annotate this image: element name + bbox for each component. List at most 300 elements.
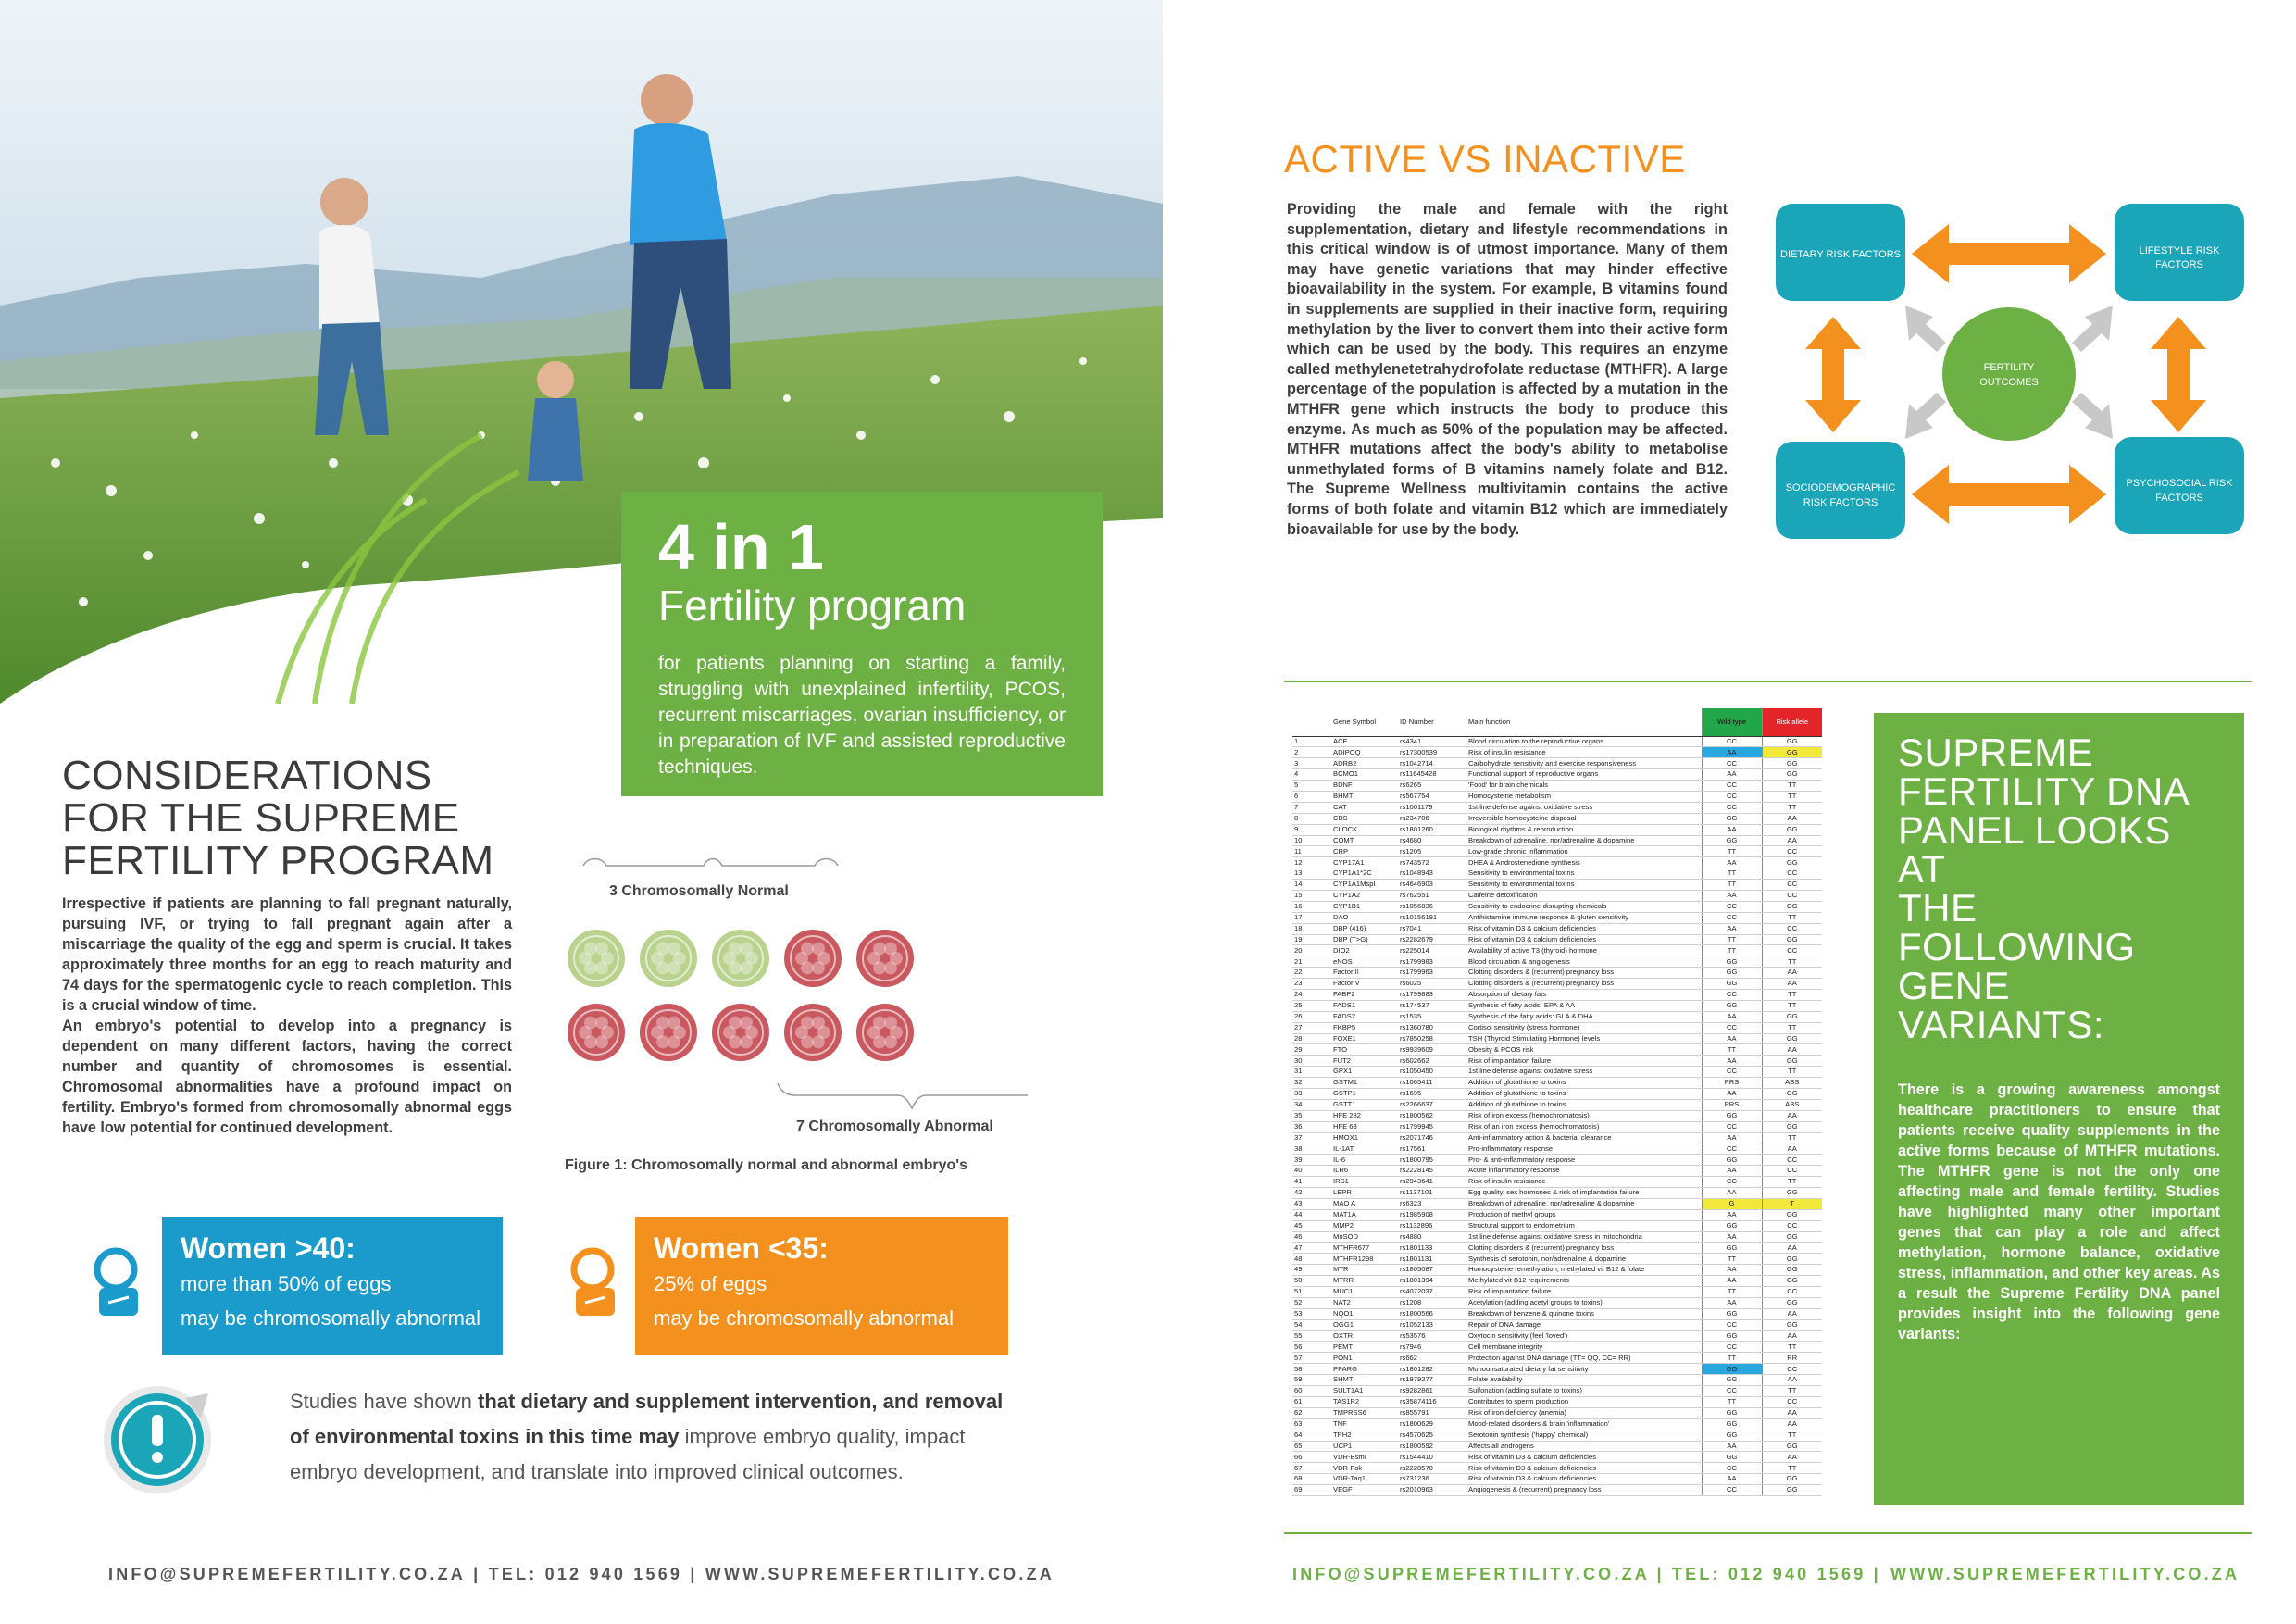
gene-symbol-cell: CBS [1331, 813, 1398, 824]
row-number: 39 [1292, 1155, 1331, 1166]
table-row [1292, 1254, 1822, 1265]
risk-allele-cell: TT [1762, 956, 1822, 968]
main-function-cell: Absorption of dietary fats [1466, 989, 1702, 1000]
table-row [1292, 1308, 1822, 1319]
main-function-cell: Clotting disorders & (recurrent) pregnancy loss [1466, 968, 1702, 979]
wild-type-cell: G [1702, 1198, 1762, 1209]
id-number-cell: rs11645428 [1398, 769, 1466, 781]
row-number: 29 [1292, 1044, 1331, 1056]
main-function-cell: Synthesis of fatty acids: EPA & AA [1466, 1000, 1702, 1011]
main-function-cell: Sensitivity to environmental toxins [1466, 880, 1702, 891]
table-row [1292, 1485, 1822, 1496]
gene-symbol-cell: SULT1A1 [1331, 1386, 1398, 1397]
col-header-id-number: ID Number [1398, 708, 1466, 736]
table-row [1292, 1155, 1822, 1166]
risk-allele-cell: AA [1762, 1407, 1822, 1418]
main-function-cell: Obesity & PCOS risk [1466, 1044, 1702, 1056]
row-number: 24 [1292, 989, 1331, 1000]
wild-type-cell: TT [1702, 934, 1762, 945]
id-number-cell: rs1979277 [1398, 1375, 1466, 1386]
gene-symbol-cell: TNF [1331, 1418, 1398, 1430]
main-function-cell: Risk of implantation failure [1466, 1287, 1702, 1298]
gene-symbol-cell: MAT1A [1331, 1209, 1398, 1220]
id-number-cell: rs1800592 [1398, 1441, 1466, 1452]
right-footer [1292, 1565, 2255, 1584]
risk-allele-cell: TT [1762, 802, 1822, 813]
label-normal: 3 Chromosomally Normal [609, 883, 789, 899]
gene-symbol-cell: PPARG [1331, 1364, 1398, 1375]
left-footer [0, 1565, 1163, 1584]
row-number: 43 [1292, 1198, 1331, 1209]
row-number: 62 [1292, 1407, 1331, 1418]
risk-allele-cell: CC [1762, 868, 1822, 880]
id-number-cell: rs1801394 [1398, 1276, 1466, 1287]
col-header-wild-type: Wild type [1702, 708, 1762, 736]
id-number-cell: rs1065411 [1398, 1078, 1466, 1089]
id-number-cell: rs4646903 [1398, 880, 1466, 891]
main-function-cell: Biological rhythms & reproduction [1466, 824, 1702, 835]
table-row [1292, 1452, 1822, 1463]
gene-symbol-cell: eNOS [1331, 956, 1398, 968]
row-number: 1 [1292, 736, 1331, 747]
main-function-cell: Contributes to sperm production [1466, 1396, 1702, 1407]
id-number-cell: rs1799963 [1398, 968, 1466, 979]
main-function-cell: Mood-related disorders & brain 'inflammation' [1466, 1418, 1702, 1430]
gene-symbol-cell: CYP1A1*2C [1331, 868, 1398, 880]
risk-allele-cell: GG [1762, 769, 1822, 781]
wild-type-cell: CC [1702, 1067, 1762, 1078]
wild-type-cell: AA [1702, 1166, 1762, 1177]
gene-symbol-cell: CYP1A2 [1331, 890, 1398, 901]
main-function-cell: Homocysteine metabolism [1466, 791, 1702, 802]
wild-type-cell: GG [1702, 1430, 1762, 1441]
gene-symbol-cell: IL-6 [1331, 1155, 1398, 1166]
women-under-35-card [635, 1217, 1008, 1355]
gene-symbol-cell: FADS1 [1331, 1000, 1398, 1011]
risk-allele-cell: AA [1762, 968, 1822, 979]
row-number: 37 [1292, 1132, 1331, 1143]
gene-symbol-cell: MUC1 [1331, 1287, 1398, 1298]
table-row [1292, 846, 1822, 857]
women-over-40-line2: may be chromosomally abnormal [181, 1306, 481, 1330]
footer-contact[interactable]: INFO@SUPREMEFERTILITY.CO.ZA | TEL: 012 940 1569 | [1292, 1565, 1881, 1583]
search-magnifier-icon [567, 1245, 631, 1319]
wild-type-cell: GG [1702, 979, 1762, 990]
id-number-cell: rs1801133 [1398, 1243, 1466, 1254]
table-row [1292, 1188, 1822, 1199]
table-row [1292, 1243, 1822, 1254]
main-function-cell: Breakdown of adrenaline, nor/adrenaline & dopamine [1466, 835, 1702, 846]
gene-table [1292, 708, 1822, 1496]
table-row [1292, 1132, 1822, 1143]
row-number: 65 [1292, 1441, 1331, 1452]
table-row [1292, 1209, 1822, 1220]
wild-type-cell: GG [1702, 1220, 1762, 1231]
women-over-40-line1: more than 50% of eggs [181, 1272, 392, 1295]
row-number: 16 [1292, 901, 1331, 912]
table-row [1292, 802, 1822, 813]
risk-factor-diagram-svg [1768, 196, 2252, 559]
wild-type-cell: TT [1702, 945, 1762, 956]
col-header-risk-allele: Risk allele [1762, 708, 1822, 736]
col-header-main-function: Main function [1466, 708, 1702, 736]
abnormal-embryo-icon [783, 1003, 842, 1062]
risk-allele-cell: GG [1762, 1297, 1822, 1308]
footer-web-link[interactable]: WWW.SUPREMEFERTILITY.CO.ZA [705, 1565, 1054, 1583]
risk-allele-cell: TT [1762, 1463, 1822, 1474]
active-inactive-body: Providing the male and female with the right supplementation, dietary and lifestyle recommendations in this critical window is of utmost importance. Many of them may have genetic variations that may hinder effective bioavailability in the system. For example, B vitamins found in supplements are supplied in their inactive form, requiring methylation by the liver to convert them into their active form which can be used by the body. This requires an enzyme called methylenetetrahydrofolate reductase (MTHFR). A large percentage of the population is affected by a mutation in the MTHFR gene which instructs the body to produce this enzyme. As much as 50% of the population may be affected. MTHFR mutations affect the body's ability to metabolise unmethylated forms of B vitamins namely folate and B12. The Supreme Wellness multivitamin contains the active forms of both folate and vitamin B12 which are immediately bioavailable for use by the body. [1287, 201, 1728, 538]
id-number-cell: rs2266637 [1398, 1099, 1466, 1110]
main-function-cell: Pro- & anti-inflammatory response [1466, 1155, 1702, 1166]
table-row [1292, 1364, 1822, 1375]
considerations-heading-line3: FERTILITY PROGRAM [62, 838, 494, 883]
id-number-cell: rs1800795 [1398, 1155, 1466, 1166]
main-function-cell: 'Food' for brain chemicals [1466, 781, 1702, 792]
row-number: 36 [1292, 1121, 1331, 1132]
footer-email-link[interactable]: INFO@SUPREMEFERTILITY.CO.ZA [108, 1565, 466, 1583]
id-number-cell: rs662 [1398, 1353, 1466, 1364]
main-function-cell: DHEA & Androstenedione synthesis [1466, 857, 1702, 868]
wild-type-cell: AA [1702, 769, 1762, 781]
id-number-cell: rs731236 [1398, 1474, 1466, 1485]
gene-table-body [1292, 736, 1822, 1495]
gene-symbol-cell: LEPR [1331, 1188, 1398, 1199]
risk-factor-diagram [1768, 196, 2252, 559]
risk-allele-cell: TT [1762, 781, 1822, 792]
main-function-cell: Cortisol sensitivity (stress hormone) [1466, 1022, 1702, 1033]
abnormal-embryo-icon [567, 1003, 626, 1062]
women-under-35-line1: 25% of eggs [654, 1272, 767, 1295]
wild-type-cell: CC [1702, 1177, 1762, 1188]
main-function-cell: Low-grade chronic inflammation [1466, 846, 1702, 857]
table-row [1292, 1099, 1822, 1110]
wild-type-cell: GG [1702, 813, 1762, 824]
gene-symbol-cell: BHMT [1331, 791, 1398, 802]
wild-type-cell: AA [1702, 1132, 1762, 1143]
risk-allele-cell: GG [1762, 1209, 1822, 1220]
main-function-cell: Acute inflammatory response [1466, 1166, 1702, 1177]
table-row [1292, 824, 1822, 835]
table-row [1292, 1056, 1822, 1067]
gene-symbol-cell: VDR-Fok [1331, 1463, 1398, 1474]
id-number-cell: rs602662 [1398, 1056, 1466, 1067]
id-number-cell: rs1544410 [1398, 1452, 1466, 1463]
program-subtitle: Fertility program [658, 581, 967, 630]
gene-symbol-cell: CYP17A1 [1331, 857, 1398, 868]
active-inactive-heading: ACTIVE VS INACTIVE [1284, 137, 1686, 181]
gene-symbol-cell: VEGF [1331, 1485, 1398, 1496]
table-row [1292, 1342, 1822, 1353]
id-number-cell: rs1801260 [1398, 824, 1466, 835]
table-row [1292, 979, 1822, 990]
risk-allele-cell: CC [1762, 1220, 1822, 1231]
gene-symbol-cell: MTR [1331, 1265, 1398, 1276]
risk-allele-cell: TT [1762, 1132, 1822, 1143]
wild-type-cell: AA [1702, 1033, 1762, 1044]
row-number: 35 [1292, 1110, 1331, 1121]
id-number-cell: rs743572 [1398, 857, 1466, 868]
id-number-cell: rs17300539 [1398, 747, 1466, 758]
gene-symbol-cell: IL-1AT [1331, 1143, 1398, 1155]
wild-type-cell: GG [1702, 1000, 1762, 1011]
gene-symbol-cell: DAO [1331, 912, 1398, 923]
row-number: 21 [1292, 956, 1331, 968]
row-number: 7 [1292, 802, 1331, 813]
main-function-cell: Synthesis of serotonin, nor/adrenaline & dopamine [1466, 1254, 1702, 1265]
id-number-cell: rs6265 [1398, 781, 1466, 792]
id-number-cell: rs1805087 [1398, 1265, 1466, 1276]
id-number-cell: rs6323 [1398, 1198, 1466, 1209]
table-row [1292, 956, 1822, 968]
row-number: 69 [1292, 1485, 1331, 1496]
table-row [1292, 791, 1822, 802]
id-number-cell: rs53576 [1398, 1330, 1466, 1342]
id-number-cell: rs4072037 [1398, 1287, 1466, 1298]
dna-panel-heading-line3: PANEL LOOKS AT [1898, 808, 2171, 891]
risk-allele-cell: GG [1762, 857, 1822, 868]
gene-symbol-cell: TPH2 [1331, 1430, 1398, 1441]
row-number: 42 [1292, 1188, 1331, 1199]
main-function-cell: Addition of glutathione to toxins [1466, 1078, 1702, 1089]
gene-symbol-cell: UCP1 [1331, 1441, 1398, 1452]
row-number: 50 [1292, 1276, 1331, 1287]
wild-type-cell: GG [1702, 1407, 1762, 1418]
gene-symbol-cell: OXTR [1331, 1330, 1398, 1342]
table-row [1292, 736, 1822, 747]
id-number-cell: rs1205 [1398, 846, 1466, 857]
row-number: 22 [1292, 968, 1331, 979]
risk-allele-cell: CC [1762, 880, 1822, 891]
risk-allele-cell: CC [1762, 1166, 1822, 1177]
wild-type-cell: AA [1702, 1209, 1762, 1220]
row-number: 47 [1292, 1243, 1331, 1254]
risk-allele-cell: TT [1762, 1342, 1822, 1353]
main-function-cell: Addition of glutathione to toxins [1466, 1099, 1702, 1110]
gene-symbol-cell: DBP (T>G) [1331, 934, 1398, 945]
row-number: 61 [1292, 1396, 1331, 1407]
wild-type-cell: AA [1702, 1276, 1762, 1287]
risk-allele-cell: GG [1762, 1011, 1822, 1022]
main-function-cell: Synthesis of the fatty acids: GLA & DHA [1466, 1011, 1702, 1022]
table-row [1292, 1166, 1822, 1177]
wild-type-cell: AA [1702, 1188, 1762, 1199]
risk-allele-cell: GG [1762, 736, 1822, 747]
embryo-figure [565, 856, 1028, 1181]
main-function-cell: Functional support of reproductive organs [1466, 769, 1702, 781]
lifestyle-label-1: LIFESTYLE RISK [2139, 245, 2220, 256]
risk-allele-cell: AA [1762, 835, 1822, 846]
main-function-cell: Structural support to endometrium [1466, 1220, 1702, 1231]
abnormal-embryo-icon [639, 1003, 698, 1062]
wild-type-cell: TT [1702, 1254, 1762, 1265]
gene-symbol-cell: MAO A [1331, 1198, 1398, 1209]
wild-type-cell: AA [1702, 1441, 1762, 1452]
id-number-cell: rs567754 [1398, 791, 1466, 802]
table-row [1292, 968, 1822, 979]
row-number: 12 [1292, 857, 1331, 868]
id-number-cell: rs2228145 [1398, 1166, 1466, 1177]
risk-allele-cell: GG [1762, 1188, 1822, 1199]
divider [1284, 681, 2252, 682]
id-number-cell: rs1799883 [1398, 989, 1466, 1000]
row-number: 48 [1292, 1254, 1331, 1265]
normal-embryo-icon [711, 929, 770, 988]
risk-allele-cell: CC [1762, 945, 1822, 956]
gene-symbol-cell: MnSOD [1331, 1231, 1398, 1243]
wild-type-cell: TT [1702, 1044, 1762, 1056]
program-callout [621, 492, 1103, 796]
table-row [1292, 1418, 1822, 1430]
row-number: 28 [1292, 1033, 1331, 1044]
gene-symbol-cell: CYP1B1 [1331, 901, 1398, 912]
risk-allele-cell: TT [1762, 1430, 1822, 1441]
risk-allele-cell: CC [1762, 846, 1822, 857]
id-number-cell: rs1801131 [1398, 1254, 1466, 1265]
gene-symbol-cell: CYP1A1Mspl [1331, 880, 1398, 891]
table-row [1292, 781, 1822, 792]
id-number-cell: rs4341 [1398, 736, 1466, 747]
row-number: 38 [1292, 1143, 1331, 1155]
gene-symbol-cell: MTRR [1331, 1276, 1398, 1287]
table-row [1292, 912, 1822, 923]
id-number-cell: rs9282861 [1398, 1386, 1466, 1397]
table-row [1292, 1000, 1822, 1011]
gene-symbol-cell: DIO2 [1331, 945, 1398, 956]
gene-symbol-cell: ACE [1331, 736, 1398, 747]
embryo-illustration [565, 856, 1028, 1153]
wild-type-cell: GG [1702, 1243, 1762, 1254]
table-row [1292, 1474, 1822, 1485]
risk-allele-cell: CC [1762, 1364, 1822, 1375]
wild-type-cell: CC [1702, 758, 1762, 769]
studies-statement [290, 1384, 1014, 1490]
psycho-label-1: PSYCHOSOCIAL RISK [2126, 478, 2233, 489]
wild-type-cell: GG [1702, 1155, 1762, 1166]
risk-allele-cell: GG [1762, 1265, 1822, 1276]
gene-symbol-cell: Factor V [1331, 979, 1398, 990]
footer-separator: | [465, 1565, 489, 1583]
risk-allele-cell: GG [1762, 1056, 1822, 1067]
table-row [1292, 1110, 1822, 1121]
dietary-label: DIETARY RISK FACTORS [1780, 249, 1901, 260]
table-row [1292, 1220, 1822, 1231]
main-function-cell: Risk of implantation failure [1466, 1056, 1702, 1067]
wild-type-cell: GG [1702, 956, 1762, 968]
table-row [1292, 1198, 1822, 1209]
wild-type-cell: AA [1702, 923, 1762, 934]
main-function-cell: Clotting disorders & (recurrent) pregnancy loss [1466, 979, 1702, 990]
table-row [1292, 901, 1822, 912]
row-number: 31 [1292, 1067, 1331, 1078]
wild-type-cell: GG [1702, 1308, 1762, 1319]
main-function-cell: Caffeine detoxification [1466, 890, 1702, 901]
gene-symbol-cell: CLOCK [1331, 824, 1398, 835]
main-function-cell: Risk of an iron excess (hemochromatosis) [1466, 1121, 1702, 1132]
table-row [1292, 890, 1822, 901]
wild-type-cell: CC [1702, 1121, 1762, 1132]
id-number-cell: rs4880 [1398, 1231, 1466, 1243]
risk-allele-cell: GG [1762, 1276, 1822, 1287]
id-number-cell: rs1695 [1398, 1089, 1466, 1100]
id-number-cell: rs1535 [1398, 1011, 1466, 1022]
col-header-gene-symbol: Gene Symbol [1331, 708, 1398, 736]
id-number-cell: rs1137101 [1398, 1188, 1466, 1199]
gene-symbol-cell: CAT [1331, 802, 1398, 813]
gene-symbol-cell: BCMO1 [1331, 769, 1398, 781]
considerations-heading-line2: FOR THE SUPREME [62, 795, 460, 841]
abnormal-embryo-icon [783, 929, 842, 988]
table-row [1292, 934, 1822, 945]
id-number-cell: rs35874116 [1398, 1396, 1466, 1407]
row-number: 59 [1292, 1375, 1331, 1386]
table-row [1292, 1353, 1822, 1364]
footer-web-link[interactable]: WWW.SUPREMEFERTILITY.CO.ZA [1890, 1565, 2240, 1583]
id-number-cell: rs4680 [1398, 835, 1466, 846]
row-number: 3 [1292, 758, 1331, 769]
main-function-cell: Blood circulation & angiogenesis [1466, 956, 1702, 968]
gene-symbol-cell: HMOX1 [1331, 1132, 1398, 1143]
id-number-cell: rs1048943 [1398, 868, 1466, 880]
row-number: 18 [1292, 923, 1331, 934]
row-number: 54 [1292, 1319, 1331, 1330]
main-function-cell: Carbohydrate sensitivity and exercise responsiveness [1466, 758, 1702, 769]
id-number-cell: rs7946 [1398, 1342, 1466, 1353]
gene-variants-table [1292, 708, 1822, 1505]
main-function-cell: Methylated vit B12 requirements [1466, 1276, 1702, 1287]
normal-embryos [567, 929, 770, 988]
wild-type-cell: TT [1702, 880, 1762, 891]
id-number-cell: rs7041 [1398, 923, 1466, 934]
risk-allele-cell: TT [1762, 912, 1822, 923]
abnormal-embryo-icon [855, 929, 915, 988]
row-number: 41 [1292, 1177, 1331, 1188]
lifestyle-label-2: FACTORS [2155, 259, 2203, 270]
row-number: 45 [1292, 1220, 1331, 1231]
risk-allele-cell: TT [1762, 1000, 1822, 1011]
risk-allele-cell: AA [1762, 1110, 1822, 1121]
gene-symbol-cell: FKBP5 [1331, 1022, 1398, 1033]
dna-panel-heading-line2: FERTILITY DNA [1898, 769, 2190, 813]
gene-symbol-cell: GPX1 [1331, 1067, 1398, 1078]
id-number-cell: rs234706 [1398, 813, 1466, 824]
risk-allele-cell: RR [1762, 1353, 1822, 1364]
risk-allele-cell: GG [1762, 747, 1822, 758]
main-function-cell: Pro-inflammatory response [1466, 1143, 1702, 1155]
risk-allele-cell: TT [1762, 1386, 1822, 1397]
row-number: 33 [1292, 1089, 1331, 1100]
risk-allele-cell: AA [1762, 1143, 1822, 1155]
row-number: 25 [1292, 1000, 1331, 1011]
gene-symbol-cell: IRS1 [1331, 1177, 1398, 1188]
row-number: 26 [1292, 1011, 1331, 1022]
risk-allele-cell: TT [1762, 1067, 1822, 1078]
main-function-cell: Risk of iron excess (hemochromatosis) [1466, 1110, 1702, 1121]
table-row [1292, 1011, 1822, 1022]
gene-symbol-cell: HFE 282 [1331, 1110, 1398, 1121]
main-function-cell: Affects all androgens [1466, 1441, 1702, 1452]
row-number: 13 [1292, 868, 1331, 880]
table-header-row [1292, 708, 1822, 736]
table-row [1292, 758, 1822, 769]
gene-symbol-cell: GSTM1 [1331, 1078, 1398, 1089]
wild-type-cell: GG [1702, 968, 1762, 979]
risk-allele-cell: AA [1762, 979, 1822, 990]
table-row [1292, 1430, 1822, 1441]
main-function-cell: Risk of insulin resistance [1466, 747, 1702, 758]
footer-separator: | [682, 1565, 705, 1583]
risk-allele-cell: TT [1762, 989, 1822, 1000]
wild-type-cell: AA [1702, 747, 1762, 758]
